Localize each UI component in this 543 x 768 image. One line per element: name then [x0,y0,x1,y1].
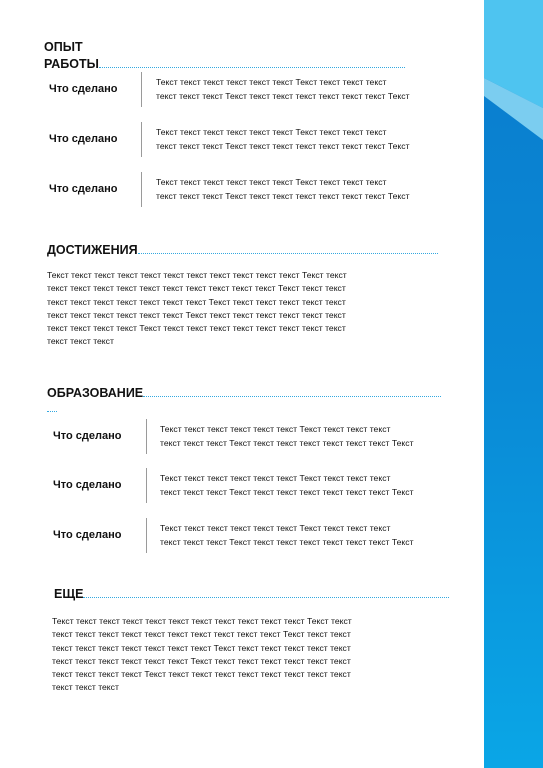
experience-entry-text [156,75,410,103]
education-entry-text [160,471,414,499]
paragraph-line: текст текст текст текст текст текст Текст текст текст текст текст текст текст [47,309,346,320]
paragraph-line: текст текст текст текст текст текст текст текст текст текст Текст текст текст [47,283,346,294]
entry-text-line: текст текст текст Текст текст текст текст текст текст текст Текст [156,91,410,101]
achievements-paragraph [47,269,447,349]
education-entry-text [160,521,414,549]
heading-dotted-leader [143,386,441,397]
entry-text-line: Текст текст текст текст текст текст Текст текст текст текст [156,127,387,137]
sidebar-graphic [484,0,543,768]
experience-heading [44,56,405,72]
experience-entry-text [156,175,410,203]
heading-dotted-leader [138,243,438,254]
entry-text-line: Текст текст текст текст текст текст Текст текст текст текст [156,77,387,87]
entry-divider [141,72,142,107]
more-paragraph [52,615,452,695]
entry-text-line: Текст текст текст текст текст текст Текст текст текст текст [156,177,387,187]
paragraph-line: текст текст текст текст текст текст Текст текст текст текст текст текст текст [52,655,351,666]
entry-divider [141,172,142,207]
entry-divider [146,518,147,553]
achievements-heading-text: ДОСТИЖЕНИЯ [47,243,138,257]
paragraph-line: текст текст текст текст текст текст текст текст текст текст Текст текст текст [52,629,351,640]
experience-entry-label: Что сделано [49,83,118,95]
heading-dotted-leader-wrap [47,406,57,412]
entry-text-line: текст текст текст Текст текст текст текст текст текст текст Текст [156,141,410,151]
education-entry-text [160,422,414,450]
education-entry-label: Что сделано [53,430,122,442]
paragraph-line: текст текст текст текст Текст текст текст текст текст текст текст текст текст [47,323,346,334]
entry-divider [146,468,147,503]
experience-entry-text [156,125,410,153]
more-heading [54,586,449,602]
entry-text-line: Текст текст текст текст текст текст Текст текст текст текст [160,424,391,434]
heading-dotted-leader [99,57,405,68]
decorative-sidebar [484,0,543,768]
more-heading-text: ЕЩЕ [54,587,84,601]
experience-entry-label: Что сделано [49,133,118,145]
achievements-heading [47,242,438,258]
education-entry-label: Что сделано [53,529,122,541]
paragraph-line: Текст текст текст текст текст текст текст текст текст текст текст Текст текст [47,270,347,280]
education-entry-label: Что сделано [53,479,122,491]
education-heading [47,385,441,401]
experience-heading-line2: РАБОТЫ [44,57,99,71]
experience-heading-line1: ОПЫТ [44,40,83,54]
heading-dotted-leader [83,587,449,598]
paragraph-line: текст текст текст текст Текст текст текст текст текст текст текст текст текст [52,669,351,680]
entry-divider [141,122,142,157]
paragraph-line: Текст текст текст текст текст текст текст текст текст текст текст Текст текст [52,616,352,626]
entry-text-line: Текст текст текст текст текст текст Текст текст текст текст [160,523,391,533]
paragraph-line: текст текст текст [52,682,119,693]
education-heading-text: ОБРАЗОВАНИЕ [47,386,144,400]
paragraph-line: текст текст текст текст текст текст текст Текст текст текст текст текст текст [52,642,351,653]
entry-divider [146,419,147,454]
paragraph-line: текст текст текст [47,336,114,347]
experience-entry-label: Что сделано [49,183,118,195]
entry-text-line: текст текст текст Текст текст текст текст текст текст текст Текст [160,487,414,497]
entry-text-line: текст текст текст Текст текст текст текст текст текст текст Текст [156,191,410,201]
paragraph-line: текст текст текст текст текст текст текст Текст текст текст текст текст текст [47,296,346,307]
entry-text-line: текст текст текст Текст текст текст текст текст текст текст Текст [160,537,414,547]
entry-text-line: текст текст текст Текст текст текст текст текст текст текст Текст [160,438,414,448]
entry-text-line: Текст текст текст текст текст текст Текст текст текст текст [160,473,391,483]
